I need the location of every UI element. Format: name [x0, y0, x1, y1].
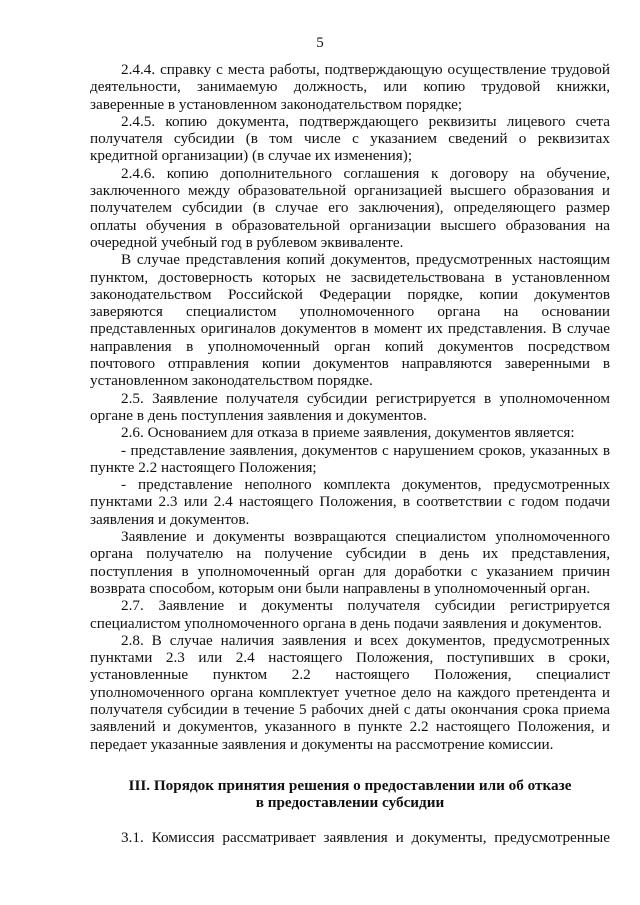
paragraph-return-documents: Заявление и документы возвращаются специалистом уполномоченного органа получателю на получение субсидии в день их представления, поступления в уполномоченный орган для доработки с указанием причин возврата способом, которым они были направлены в уполномоченный орган.: [90, 528, 610, 597]
refusal-reason-2: - представление неполного комплекта документов, предусмотренных пунктами 2.3 или 2.4 настоящего Положения, в соответствии с годом подачи заявления и документов.: [90, 476, 610, 528]
paragraph-2-5: 2.5. Заявление получателя субсидии регистрируется в уполномоченном органе в день поступления заявления и документов.: [90, 389, 610, 424]
paragraph-2-7: 2.7. Заявление и документы получателя субсидии регистрируется специалистом уполномоченного органа в день подачи заявления и документов.: [90, 597, 610, 632]
paragraph-copies-certification: В случае представления копий документов, предусмотренных настоящим пунктом, достоверность которых не засвидетельствована в установленном законодательством Российской Федерации порядке, копии документов заверяются специалистом уполномоченного органа на основании представленных оригиналов документов в момент их представления. В случае направления в уполномоченный орган копий документов посредством почтового отправления копии документов направляются заверенными в установленном законодательством порядке.: [90, 251, 610, 390]
section-heading-line-2: в предоставлении субсидии: [255, 794, 445, 812]
refusal-reason-1: - представление заявления, документов с нарушением сроков, указанных в пункте 2.2 настоящего Положения;: [90, 441, 610, 476]
section-heading-line-1: III. Порядок принятия решения о предоставлении или об отказе: [128, 776, 572, 794]
paragraph-2-4-6: 2.4.6. копию дополнительного соглашения к договору на обучение, заключенного между образовательной организацией высшего образования и получателем субсидии (в случае его заключения), определяющего размер оплаты обучения в образовательной организации высшего образования на очередной учебный год в рублевом эквиваленте.: [90, 164, 610, 251]
section-heading: [90, 777, 610, 812]
paragraph-2-4-5: 2.4.5. копию документа, подтверждающего реквизиты лицевого счета получателя субсидии (в том числе с указанием сведений о реквизитах кредитной организации) (в случае их изменения);: [90, 112, 610, 165]
paragraph-2-6: 2.6. Основанием для отказа в приеме заявления, документов является:: [121, 424, 575, 442]
document-body: [90, 61, 610, 847]
paragraph-2-4-4: 2.4.4. справку с места работы, подтверждающую осуществление трудовой деятельности, занимаемую должность, или копию трудовой книжки, заверенные в установленном законодательством порядке;: [90, 61, 610, 113]
paragraph-3-1: 3.1. Комиссия рассматривает заявления и документы, предусмотренные: [121, 829, 610, 847]
paragraph-2-8: 2.8. В случае наличия заявления и всех документов, предусмотренных пунктами 2.3 или 2.4 настоящего Положения, поступивших в сроки, установленные пунктом 2.2 настоящего Положения, специалист уполномоченного органа комплектует учетное дело на каждого претендента и получателя субсидии в течение 5 рабочих дней с даты окончания срока приема заявлений и документов, указанного в пункте 2.2 настоящего Положения, и передает указанные заявления и документы на рассмотрение комиссии.: [90, 631, 610, 753]
page-number: 5: [316, 35, 324, 51]
